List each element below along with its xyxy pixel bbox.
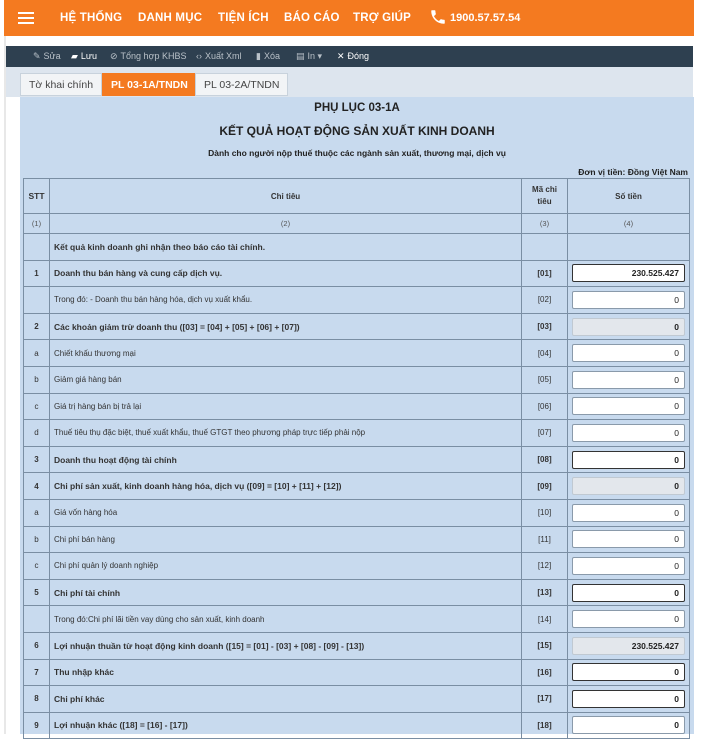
section-stt (24, 234, 50, 261)
check-circle-icon: ⊘ (110, 51, 118, 61)
table-row (24, 686, 690, 713)
row-amount-cell (568, 366, 690, 393)
row-label: Chi phí quản lý doanh nghiệp (50, 553, 522, 580)
row-label: Chi phí bán hàng (50, 526, 522, 553)
save-button[interactable] (71, 51, 97, 62)
row-stt: b (24, 366, 50, 393)
row-code: [03] (522, 313, 568, 340)
row-stt: c (24, 553, 50, 580)
hamburger-menu-icon[interactable] (18, 12, 34, 25)
row-label: Lợi nhuận khác ([18] = [16] - [17]) (50, 712, 522, 739)
row-stt: 6 (24, 632, 50, 659)
row-amount-cell (568, 473, 690, 500)
row-stt: d (24, 420, 50, 447)
edit-button[interactable] (33, 51, 61, 62)
amount-input[interactable]: 0 (572, 584, 685, 602)
row-code: [06] (522, 393, 568, 420)
row-label: Doanh thu bán hàng và cung cấp dịch vụ. (50, 260, 522, 287)
menu-danh-muc[interactable]: DANH MỤC (138, 12, 203, 24)
amount-input: 0 (572, 318, 685, 336)
row-label: Thu nhập khác (50, 659, 522, 686)
amount-input[interactable]: 0 (572, 530, 685, 548)
row-stt: 7 (24, 659, 50, 686)
row-label: Giá vốn hàng hóa (50, 499, 522, 526)
phone-icon (429, 8, 447, 26)
row-amount-cell (568, 686, 690, 713)
menu-he-thong[interactable]: HỆ THỐNG (60, 12, 123, 24)
amount-input[interactable]: 0 (572, 397, 685, 415)
table-row (24, 340, 690, 367)
header-indicator: Chỉ tiêu (50, 179, 522, 214)
row-stt: c (24, 393, 50, 420)
delete-button[interactable] (256, 51, 280, 62)
row-amount-cell (568, 553, 690, 580)
row-amount-cell (568, 420, 690, 447)
summary-label: Tổng hợp KHBS (120, 51, 187, 61)
form-panel (20, 97, 694, 734)
row-label: Trong đó:Chi phí lãi tiền vay dùng cho sản xuất, kinh doanh (50, 606, 522, 633)
save-label: Lưu (80, 51, 97, 61)
section-label: Kết quả kinh doanh ghi nhận theo báo cáo tài chính. (50, 234, 522, 261)
index-cell: (2) (50, 214, 522, 234)
row-code: [05] (522, 366, 568, 393)
printer-icon: ▤ (296, 51, 305, 61)
row-amount-cell (568, 340, 690, 367)
row-label: Thuế tiêu thụ đặc biệt, thuế xuất khẩu, thuế GTGT theo phương pháp trực tiếp phải nộp (50, 420, 522, 447)
row-label: Lợi nhuận thuần từ hoạt động kinh doanh ([15] = [01] - [03] + [08] - [09] - [13]) (50, 632, 522, 659)
currency-unit: Đơn vị tiền: Đồng Việt Nam (578, 167, 688, 177)
row-label: Chiết khấu thương mại (50, 340, 522, 367)
appendix-title: PHỤ LỤC 03-1A (314, 102, 400, 114)
amount-input[interactable]: 230.525.427 (572, 264, 685, 282)
form-toolbar (6, 46, 693, 67)
close-icon: ✕ (337, 51, 345, 61)
delete-label: Xóa (263, 51, 280, 61)
table-row (24, 606, 690, 633)
left-edge (4, 36, 6, 734)
amount-input[interactable]: 0 (572, 690, 685, 708)
row-code: [01] (522, 260, 568, 287)
tab-pl-03-2a[interactable]: PL 03-2A/TNDN (195, 73, 288, 96)
row-stt: 3 (24, 446, 50, 473)
row-code: [04] (522, 340, 568, 367)
row-stt: a (24, 340, 50, 367)
export-xml-button[interactable] (196, 51, 242, 61)
save-icon: ▰ (71, 51, 78, 61)
edit-label: Sửa (43, 51, 61, 61)
row-code: [18] (522, 712, 568, 739)
table-row (24, 473, 690, 500)
row-stt (24, 606, 50, 633)
row-label: Doanh thu hoạt động tài chính (50, 446, 522, 473)
close-button[interactable] (337, 51, 369, 62)
row-amount-cell (568, 287, 690, 314)
row-stt: a (24, 499, 50, 526)
table-row (24, 499, 690, 526)
row-stt (24, 287, 50, 314)
trash-icon: ▮ (256, 51, 261, 61)
row-code: [07] (522, 420, 568, 447)
row-code: [08] (522, 446, 568, 473)
row-stt: 2 (24, 313, 50, 340)
report-subtitle: Dành cho người nộp thuế thuộc các ngành sản xuất, thương mại, dịch vụ (208, 148, 506, 158)
header-amount: Số tiền (568, 179, 690, 214)
row-code: [09] (522, 473, 568, 500)
amount-input[interactable]: 0 (572, 371, 685, 389)
amount-input[interactable]: 0 (572, 291, 685, 309)
form-tabs (6, 67, 693, 97)
row-amount-cell (568, 632, 690, 659)
business-results-table (23, 178, 690, 739)
row-amount-cell (568, 446, 690, 473)
index-cell: (1) (24, 214, 50, 234)
amount-input[interactable]: 0 (572, 557, 685, 575)
row-code: [11] (522, 526, 568, 553)
top-navbar (4, 0, 694, 36)
amount-input[interactable]: 0 (572, 716, 685, 734)
print-label: In (307, 51, 316, 61)
table-row (24, 579, 690, 606)
print-button[interactable]: ▤ In ▾ (296, 51, 323, 61)
row-code: [10] (522, 499, 568, 526)
row-amount-cell (568, 260, 690, 287)
amount-input[interactable]: 0 (572, 610, 685, 628)
table-row (24, 287, 690, 314)
row-stt: 9 (24, 712, 50, 739)
table-row (24, 366, 690, 393)
header-code: Mã chỉ tiêu (522, 179, 568, 214)
section-code (522, 234, 568, 261)
index-row (24, 214, 690, 234)
tab-to-khai-chinh[interactable]: Tờ khai chính (20, 73, 102, 96)
row-stt: 8 (24, 686, 50, 713)
tab-pl-03-1a[interactable]: PL 03-1A/TNDN (102, 73, 197, 96)
row-amount-cell (568, 712, 690, 739)
row-amount-cell (568, 659, 690, 686)
amount-input: 0 (572, 477, 685, 495)
row-stt: 5 (24, 579, 50, 606)
report-title: KẾT QUẢ HOẠT ĐỘNG SẢN XUẤT KINH DOANH (219, 124, 495, 138)
row-label: Chi phí sản xuất, kinh doanh hàng hóa, dịch vụ ([09] = [10] + [11] + [12]) (50, 473, 522, 500)
row-amount-cell (568, 579, 690, 606)
close-label: Đóng (347, 51, 370, 61)
menu-bao-cao[interactable]: BÁO CÁO (284, 12, 340, 24)
summary-khbs-button[interactable] (110, 51, 186, 62)
menu-tro-giup[interactable]: TRỢ GIÚP (353, 12, 412, 24)
row-label: Trong đó: - Doanh thu bán hàng hóa, dịch vụ xuất khẩu. (50, 287, 522, 314)
menu-tien-ich[interactable]: TIỆN ÍCH (218, 12, 269, 24)
amount-input[interactable]: 0 (572, 504, 685, 522)
code-icon: ‹› (196, 51, 202, 61)
row-label: Giá trị hàng bán bị trả lại (50, 393, 522, 420)
row-code: [14] (522, 606, 568, 633)
row-amount-cell (568, 606, 690, 633)
row-stt: 1 (24, 260, 50, 287)
row-code: [17] (522, 686, 568, 713)
row-stt: 4 (24, 473, 50, 500)
row-stt: b (24, 526, 50, 553)
export-xml-label: Xuất Xml (205, 51, 242, 61)
row-code: [16] (522, 659, 568, 686)
row-amount-cell (568, 499, 690, 526)
amount-input[interactable]: 0 (572, 424, 685, 442)
row-code: [15] (522, 632, 568, 659)
hotline-number: 1900.57.57.54 (450, 12, 521, 24)
header-stt: STT (24, 179, 50, 214)
row-code: [02] (522, 287, 568, 314)
row-code: [13] (522, 579, 568, 606)
table-row (24, 659, 690, 686)
row-code: [12] (522, 553, 568, 580)
section-row (24, 234, 690, 261)
table-row (24, 313, 690, 340)
row-amount-cell (568, 526, 690, 553)
table-row (24, 420, 690, 447)
amount-input[interactable]: 0 (572, 663, 685, 681)
section-amount (568, 234, 690, 261)
row-label: Chi phí tài chính (50, 579, 522, 606)
row-label: Chi phí khác (50, 686, 522, 713)
table-row (24, 393, 690, 420)
table-row (24, 553, 690, 580)
amount-input: 230.525.427 (572, 637, 685, 655)
amount-input[interactable]: 0 (572, 344, 685, 362)
row-label: Giảm giá hàng bán (50, 366, 522, 393)
index-cell: (3) (522, 214, 568, 234)
table-row (24, 632, 690, 659)
table-row (24, 712, 690, 739)
index-cell: (4) (568, 214, 690, 234)
table-row (24, 260, 690, 287)
table-row (24, 446, 690, 473)
row-label: Các khoản giảm trừ doanh thu ([03] = [04] + [05] + [06] + [07]) (50, 313, 522, 340)
row-amount-cell (568, 393, 690, 420)
table-row (24, 526, 690, 553)
amount-input[interactable]: 0 (572, 451, 685, 469)
row-amount-cell (568, 313, 690, 340)
edit-icon: ✎ (33, 51, 41, 61)
